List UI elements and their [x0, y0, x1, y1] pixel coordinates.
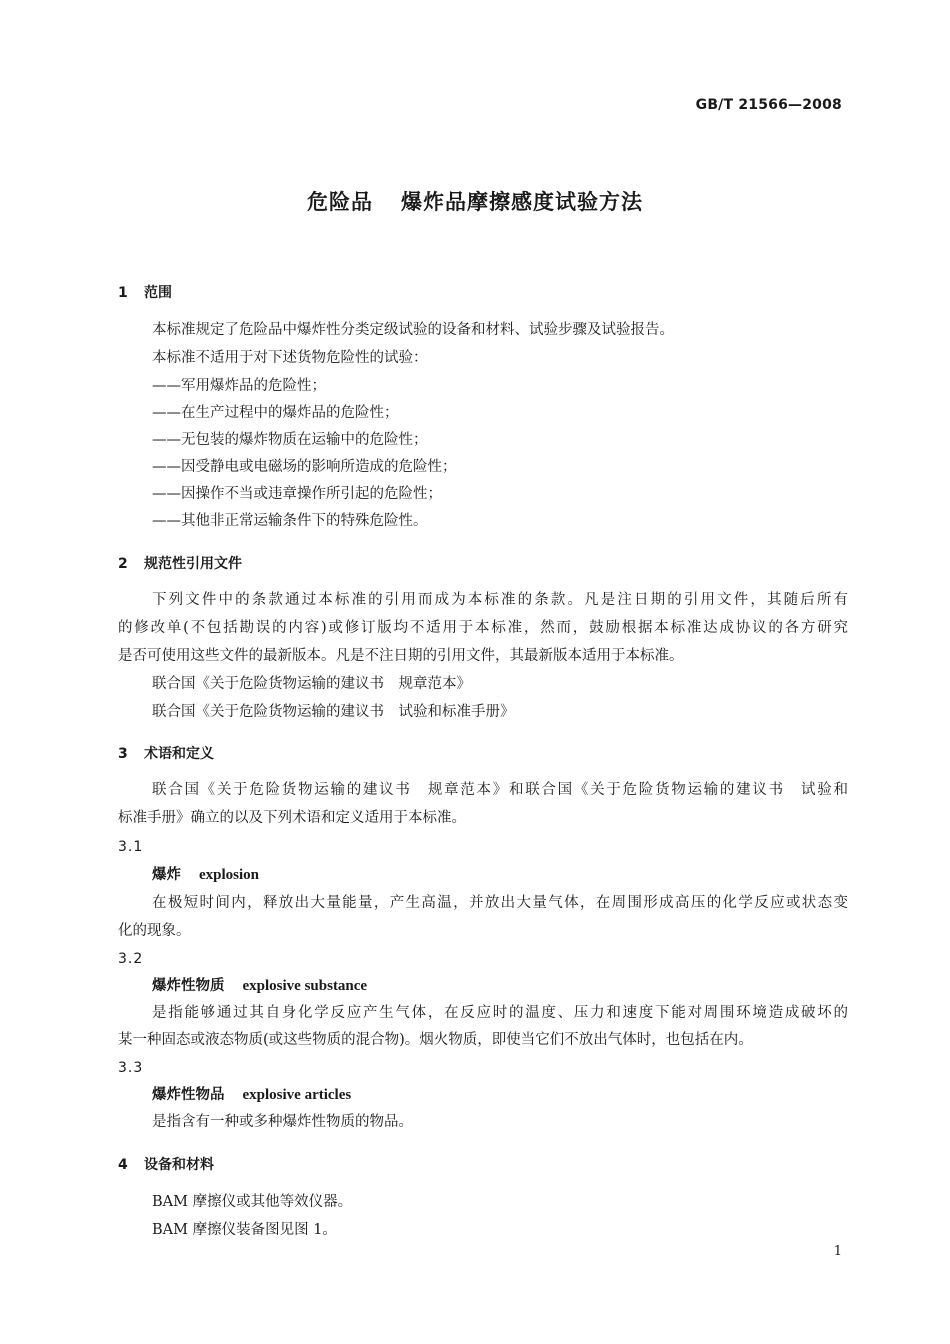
list-item: ——在生产过程中的爆炸品的危险性； [152, 405, 399, 421]
term-definition-line: 某一种固态或液态物质(或这些物质的混合物)。烟火物质，即使当它们不放出气体时，也包括在内。 [118, 1032, 753, 1048]
section-3-line-1: 联合国《关于危险货物运输的建议书 规章范本》和联合国《关于危险货物运输的建议书 试验和 [152, 782, 848, 798]
section-4-paragraph-1: BAM 摩擦仪或其他等效仪器。 [152, 1194, 353, 1210]
list-item: ——因受静电或电磁场的影响所造成的危险性； [152, 459, 457, 475]
reference-2: 联合国《关于危险货物运输的建议书 试验和标准手册》 [152, 704, 515, 720]
term-heading: 爆炸 explosion [152, 866, 260, 883]
section-1-paragraph-2: 本标准不适用于对下述货物危险性的试验： [152, 350, 428, 366]
term-number: 3.1 [118, 839, 144, 855]
term-definition-line: 化的现象。 [118, 923, 191, 939]
reference-1: 联合国《关于危险货物运输的建议书 规章范本》 [152, 676, 471, 692]
list-item: ——军用爆炸品的危险性； [152, 378, 326, 394]
section-3-heading: 3 术语和定义 [118, 746, 214, 762]
list-item: ——其他非正常运输条件下的特殊危险性。 [152, 513, 428, 529]
section-2-line-1: 下列文件中的条款通过本标准的引用而成为本标准的条款。凡是注日期的引用文件，其随后所有 [152, 592, 848, 608]
term-heading: 爆炸性物品 explosive articles [152, 1086, 352, 1103]
section-4-heading: 4 设备和材料 [118, 1157, 214, 1173]
document-title [0, 186, 950, 216]
list-item: ——无包装的爆炸物质在运输中的危险性； [152, 432, 428, 448]
page-number: 1 [833, 1244, 842, 1259]
section-2-heading: 2 规范性引用文件 [118, 556, 242, 572]
section-2-line-2: 的修改单(不包括勘误的内容)或修订版均不适用于本标准，然而，鼓励根据本标准达成协议的各方研究 [118, 620, 848, 636]
title-part-2: 爆炸品摩擦感度试验方法 [401, 190, 643, 214]
section-3-line-2: 标准手册》确立的以及下列术语和定义适用于本标准。 [118, 810, 466, 826]
section-1-heading: 1 范围 [118, 285, 172, 301]
term-definition-line: 在极短时间内，释放出大量能量，产生高温，并放出大量气体，在周围形成高压的化学反应或状态变 [152, 895, 848, 911]
section-2-line-3: 是否可使用这些文件的最新版本。凡是不注日期的引用文件，其最新版本适用于本标准。 [118, 648, 684, 664]
standard-code: GB/T 21566—2008 [695, 97, 842, 113]
list-item: ——因操作不当或违章操作所引起的危险性； [152, 486, 442, 502]
term-definition-line: 是指能够通过其自身化学反应产生气体，在反应时的温度、压力和速度下能对周围环境造成破坏的 [152, 1005, 848, 1021]
term-definition-line: 是指含有一种或多种爆炸性物质的物品。 [152, 1114, 413, 1130]
term-number: 3.3 [118, 1060, 144, 1076]
section-1-paragraph-1: 本标准规定了危险品中爆炸性分类定级试验的设备和材料、试验步骤及试验报告。 [152, 322, 674, 338]
term-number: 3.2 [118, 951, 144, 967]
section-4-paragraph-2: BAM 摩擦仪装备图见图 1。 [152, 1222, 337, 1238]
title-part-1: 危险品 [307, 190, 373, 214]
term-heading: 爆炸性物质 explosive substance [152, 977, 368, 994]
